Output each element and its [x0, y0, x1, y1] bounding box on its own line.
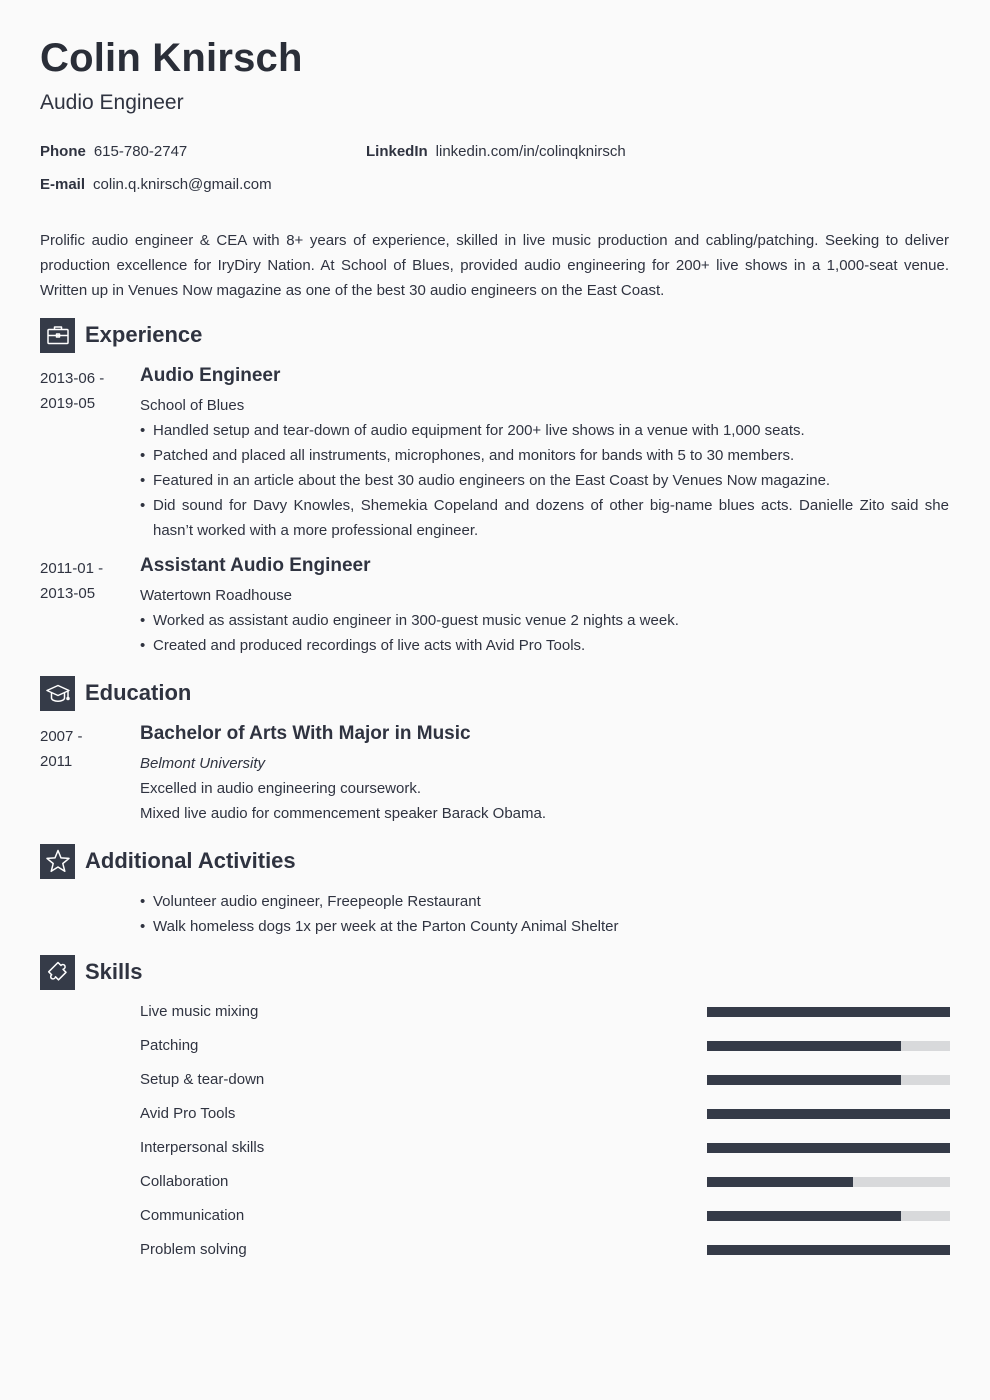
list-item: • Walk homeless dogs 1x per week at the Parton County Animal Shelter — [140, 914, 949, 939]
skill-level-fill — [707, 1177, 853, 1187]
skill-level-bar — [707, 1211, 950, 1221]
candidate-name: Colin Knirsch — [40, 36, 303, 80]
entry-body — [140, 556, 949, 658]
date-end: 2013-05 — [40, 585, 96, 602]
list-item: • Created and produced recordings of live acts with Avid Pro Tools. — [140, 633, 949, 658]
list-item: • Volunteer audio engineer, Freepeople Restaurant — [140, 889, 949, 914]
skill-name: Interpersonal skills — [140, 1139, 265, 1156]
skill-row — [140, 1070, 950, 1090]
skill-level-bar — [707, 1143, 950, 1153]
date-start: 2007 - — [40, 728, 83, 745]
skill-row — [140, 1104, 950, 1124]
email-label: E-mail — [40, 176, 86, 193]
skills-heading: Skills — [85, 959, 143, 984]
profile-summary: Prolific audio engineer & CEA with 8+ years of experience, skilled in live music production and cabling/patching. Seeking to deliver production excellence for IryDiry Nation. At School of Blues, provided audio engineering for 200+ live shows in a 1,000-seat venue. Written up in Venues Now magazine as one of the best 30 audio engineers on the East Coast. — [40, 232, 949, 299]
phone-value: 615-780-2747 — [93, 143, 188, 160]
skill-level-bar — [707, 1109, 950, 1119]
entry-body — [140, 889, 949, 939]
education-detail: Excelled in audio engineering coursework. — [140, 780, 422, 797]
experience-section-header — [40, 317, 202, 353]
skill-name: Patching — [140, 1037, 199, 1054]
contact-linkedin — [366, 143, 626, 160]
skill-row — [140, 1240, 950, 1260]
skill-name: Setup & tear-down — [140, 1071, 265, 1088]
skill-level-bar — [707, 1245, 950, 1255]
candidate-title: Audio Engineer — [40, 91, 184, 114]
skill-row — [140, 1138, 950, 1158]
skill-level-fill — [707, 1109, 950, 1119]
briefcase-icon — [40, 318, 75, 353]
degree-title: Bachelor of Arts With Major in Music — [140, 723, 471, 744]
date-start: 2013-06 - — [40, 370, 105, 387]
activities-section-header — [40, 843, 296, 879]
list-item: • Patched and placed all instruments, microphones, and monitors for bands with 5 to 30 members. — [140, 443, 949, 468]
list-item: • Featured in an article about the best 30 audio engineers on the East Coast by Venues Now magazine. — [140, 468, 949, 493]
entry-dates — [40, 556, 130, 606]
graduation-cap-icon — [40, 676, 75, 711]
school-name: Belmont University — [140, 755, 266, 772]
email-value: colin.q.knirsch@gmail.com — [93, 176, 272, 193]
entry-dates — [40, 724, 130, 774]
phone-label: Phone — [40, 143, 86, 160]
list-item: • Worked as assistant audio engineer in 300-guest music venue 2 nights a week. — [140, 608, 949, 633]
skill-level-bar — [707, 1041, 950, 1051]
contact-phone — [40, 143, 187, 160]
skill-level-fill — [707, 1007, 950, 1017]
puzzle-piece-icon — [40, 955, 75, 990]
skill-row — [140, 1172, 950, 1192]
entry-body — [140, 724, 949, 826]
skill-row — [140, 1002, 950, 1022]
skills-section-header — [40, 954, 142, 990]
list-item: • Handled setup and tear-down of audio equipment for 200+ live shows in a venue with 1,000 seats. — [140, 418, 949, 443]
education-detail: Mixed live audio for commencement speaker Barack Obama. — [140, 805, 547, 822]
skill-level-fill — [707, 1075, 901, 1085]
linkedin-value: linkedin.com/in/colinqknirsch — [435, 143, 626, 160]
job-title: Audio Engineer — [140, 365, 281, 386]
skill-name: Problem solving — [140, 1241, 247, 1258]
skill-level-fill — [707, 1245, 950, 1255]
job-bullets — [140, 418, 949, 543]
contact-email — [40, 176, 272, 193]
job-bullets — [140, 608, 949, 658]
date-start: 2011-01 - — [40, 560, 104, 577]
skill-name: Avid Pro Tools — [140, 1105, 236, 1122]
company-name: Watertown Roadhouse — [140, 587, 293, 604]
skill-level-bar — [707, 1075, 950, 1085]
linkedin-label: LinkedIn — [366, 143, 428, 160]
education-heading: Education — [85, 680, 192, 705]
list-item: • Did sound for Davy Knowles, Shemekia Copeland and dozens of other big-name blues acts. Danielle Zito said she hasn’t worked with a more professional engineer. — [140, 493, 949, 543]
entry-body — [140, 366, 949, 543]
skill-level-fill — [707, 1143, 950, 1153]
skill-name: Communication — [140, 1207, 245, 1224]
skill-level-bar — [707, 1177, 950, 1187]
skill-row — [140, 1206, 950, 1226]
skill-level-bar — [707, 1007, 950, 1017]
star-icon — [40, 844, 75, 879]
job-title: Assistant Audio Engineer — [140, 555, 371, 576]
activities-list — [140, 889, 949, 939]
activities-heading: Additional Activities — [85, 848, 296, 873]
date-end: 2019-05 — [40, 395, 96, 412]
date-end: 2011 — [40, 753, 73, 770]
education-section-header — [40, 675, 191, 711]
skill-row — [140, 1036, 950, 1056]
skill-level-fill — [707, 1211, 901, 1221]
entry-dates — [40, 366, 130, 416]
experience-heading: Experience — [85, 322, 203, 347]
skill-name: Live music mixing — [140, 1003, 259, 1020]
company-name: School of Blues — [140, 397, 245, 414]
skill-name: Collaboration — [140, 1173, 229, 1190]
skill-level-fill — [707, 1041, 901, 1051]
